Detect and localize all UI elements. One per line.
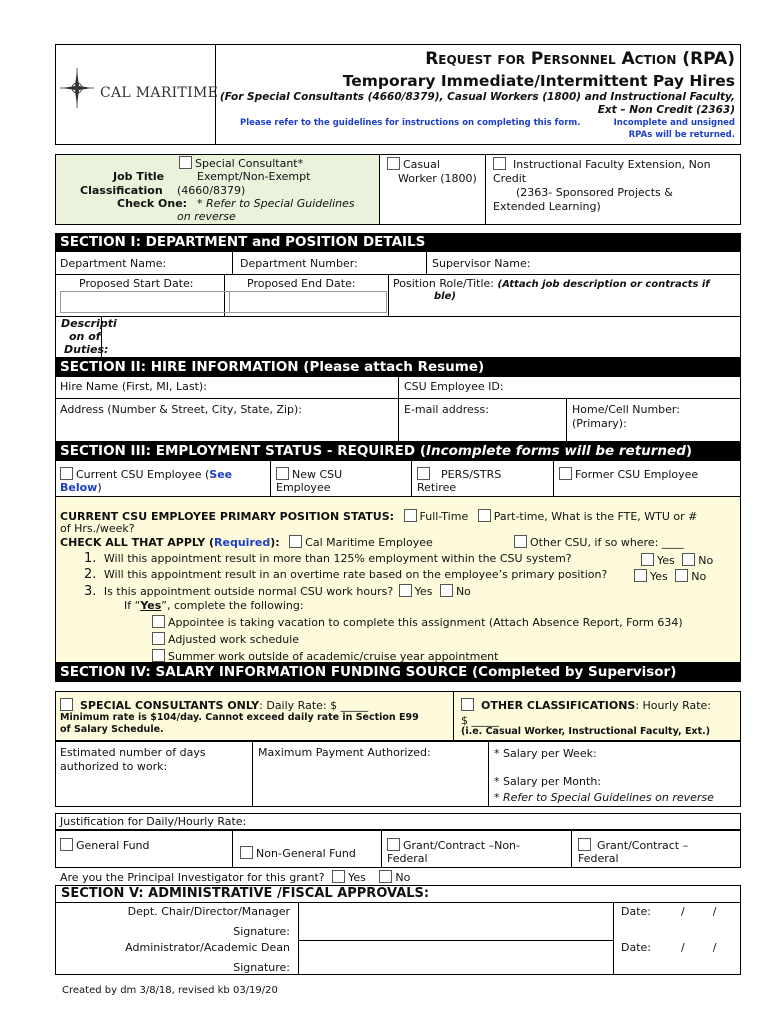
primary-position-status: CURRENT CSU EMPLOYEE PRIMARY POSITION STATUS: Full-Time Part-time, What is the FTE, WTU or # (60, 510, 698, 523)
justification-label: Justification for Daily/Hourly Rate: (60, 815, 247, 828)
q3-no-checkbox[interactable] (440, 584, 453, 597)
other-classifications-option[interactable]: OTHER CLASSIFICATIONS: Hourly Rate: (461, 698, 711, 712)
question-1-answer[interactable]: Yes No (641, 553, 713, 567)
section-3-header: SECTION III: EMPLOYMENT STATUS - REQUIRED (Incomplete forms will be returned) (55, 442, 741, 461)
other-classifications-note: (i.e. Casual Worker, Instructional Faculty, Ext.) (461, 726, 711, 737)
non-general-fund-checkbox[interactable] (240, 846, 253, 859)
question-1: 1. Will this appointment result in more than 125% employment within the CSU system? (84, 551, 572, 566)
current-csu-employee-option[interactable]: Current CSU Employee (See (60, 467, 232, 481)
end-date-input[interactable] (229, 291, 387, 313)
special-consultant-refer: * Refer to Special Guidelines (197, 197, 355, 210)
new-csu-employee-checkbox[interactable] (276, 467, 289, 480)
hours-per-week-label: of Hrs./week? (60, 522, 135, 535)
estimated-days-label: Estimated number of days (60, 746, 206, 759)
job-classification-label: Classification (80, 184, 163, 197)
q1-yes-checkbox[interactable] (641, 553, 654, 566)
question-3: 3. Is this appointment outside normal CSU work hours? Yes No (84, 584, 471, 599)
special-consultants-option[interactable]: SPECIAL CONSULTANTS ONLY: Daily Rate: $ _____ (60, 698, 368, 712)
supervisor-name-label: Supervisor Name: (432, 257, 531, 270)
section-1-header: SECTION I: DEPARTMENT and POSITION DETAILS (55, 233, 741, 252)
other-csu-checkbox[interactable] (514, 535, 527, 548)
see-below-text: Below) (60, 481, 102, 494)
grant-non-federal-option[interactable]: Grant/Contract –Non- (387, 838, 520, 852)
minimum-rate-note-2: of Salary Schedule. (60, 724, 164, 735)
check-all-that-apply: CHECK ALL THAT APPLY (Required): Cal Maritime Employee (60, 536, 433, 549)
dept-chair-signature-field[interactable] (299, 903, 612, 939)
email-label: E-mail address: (404, 403, 489, 416)
casual-worker-option[interactable]: Casual (387, 157, 440, 171)
form-title: Request for Personnel Action (RPA) (425, 49, 735, 69)
former-csu-employee-checkbox[interactable] (559, 467, 572, 480)
other-csu-option[interactable]: Other CSU, if so where: ____ (514, 535, 684, 549)
grant-federal-option[interactable]: Grant/Contract – (578, 838, 688, 852)
casual-worker-code: Worker (1800) (398, 172, 477, 185)
minimum-rate-note: Minimum rate is $104/day. Cannot exceed daily rate in Section E99 (60, 712, 419, 723)
cal-maritime-employee-checkbox[interactable] (289, 535, 302, 548)
grant-non-federal-label: Federal (387, 852, 428, 865)
estimated-days-label-2: authorized to work: (60, 760, 168, 773)
phone-label: Home/Cell Number: (572, 403, 680, 416)
position-role-note: ble) (434, 291, 456, 302)
start-date-input[interactable] (60, 291, 230, 313)
pi-no-checkbox[interactable] (379, 870, 392, 883)
special-consultant-code: (4660/8379) (177, 184, 246, 197)
form-subtitle: Temporary Immediate/Intermittent Pay Hires (342, 72, 735, 90)
vacation-checkbox[interactable] (152, 615, 165, 628)
guideline-note: Please refer to the guidelines for instructions on completing this form. (240, 118, 581, 128)
administrator-signature-field[interactable] (299, 941, 612, 974)
current-csu-employee-checkbox[interactable] (60, 467, 73, 480)
maximum-payment-label: Maximum Payment Authorized: (258, 746, 431, 759)
question-2: 2. Will this appointment result in an overtime rate based on the employee’s primary position? (84, 567, 608, 582)
administrator-signature-label: Signature: (233, 961, 290, 974)
department-name-label: Department Name: (60, 257, 167, 270)
faculty-extended: Extended Learning) (493, 200, 601, 213)
casual-worker-checkbox[interactable] (387, 157, 400, 170)
salary-per-week-label: * Salary per Week: (494, 747, 597, 760)
logo-text: CAL MARITIME (100, 85, 219, 101)
former-csu-employee-option[interactable]: Former CSU Employee (559, 467, 698, 481)
check-one-label: Check One: (117, 197, 188, 210)
logo (60, 66, 219, 116)
description-label-2: on of (69, 330, 101, 343)
adjusted-schedule-option[interactable]: Adjusted work schedule (152, 632, 299, 646)
instructional-faculty-checkbox[interactable] (493, 157, 506, 170)
full-time-checkbox[interactable] (404, 509, 417, 522)
new-csu-employee-label: Employee (276, 481, 331, 494)
footer-revision: Created by dm 3/8/18, revised kb 03/19/20 (62, 985, 278, 996)
adjusted-schedule-checkbox[interactable] (152, 632, 165, 645)
grant-federal-label: Federal (578, 852, 619, 865)
other-classifications-checkbox[interactable] (461, 698, 474, 711)
special-consultant-checkbox[interactable] (179, 156, 192, 169)
if-yes-instruction: If “Yes”, complete the following: (124, 599, 304, 612)
faculty-code: (2363- Sponsored Projects & (516, 186, 673, 199)
new-csu-employee-option[interactable]: New CSU (276, 467, 342, 481)
grant-federal-checkbox[interactable] (578, 838, 591, 851)
dept-chair-signature-label: Signature: (233, 925, 290, 938)
description-label-3: Duties: (64, 343, 109, 356)
part-time-checkbox[interactable] (478, 509, 491, 522)
vacation-option[interactable]: Appointee is taking vacation to complete this assignment (Attach Absence Report, Form 634) (152, 615, 683, 629)
form-description-2: Ext – Non Credit (2363) (597, 104, 735, 116)
section-5-header: SECTION V: ADMINISTRATIVE /FISCAL APPROVALS: (61, 886, 430, 901)
incomplete-note: Incomplete and unsigned (613, 118, 735, 128)
job-title-label: Job Title (113, 170, 165, 183)
general-fund-checkbox[interactable] (60, 838, 73, 851)
special-consultant-option[interactable]: Special Consultant* (179, 156, 303, 170)
q2-yes-checkbox[interactable] (634, 569, 647, 582)
q1-no-checkbox[interactable] (682, 553, 695, 566)
section-2-header: SECTION II: HIRE INFORMATION (Please attach Resume) (55, 358, 741, 377)
special-consultants-checkbox[interactable] (60, 698, 73, 711)
description-of-duties-input[interactable] (102, 317, 740, 357)
q3-yes-checkbox[interactable] (399, 584, 412, 597)
question-2-answer[interactable]: Yes No (634, 569, 706, 583)
faculty-credit: Credit (493, 172, 527, 185)
special-consultant-exempt: Exempt/Non-Exempt (197, 170, 311, 183)
csu-employee-id-label: CSU Employee ID: (404, 380, 504, 393)
pers-strs-option[interactable]: PERS/STRS (417, 467, 501, 481)
summer-work-option[interactable]: Summer work outside of academic/cruise year appointment (152, 649, 498, 663)
hourly-rate-field[interactable]: $ _____ (461, 714, 499, 727)
salary-per-month-label: * Salary per Month: (494, 775, 601, 788)
special-consultant-reverse: on reverse (177, 210, 236, 223)
special-guidelines-note: * Refer to Special Guidelines on reverse (494, 791, 714, 804)
pi-yes-checkbox[interactable] (332, 870, 345, 883)
description-label: Descripti (61, 317, 117, 330)
hire-name-label: Hire Name (First, MI, Last): (60, 380, 207, 393)
administrator-label: Administrator/Academic Dean (125, 941, 290, 954)
summer-work-checkbox[interactable] (152, 649, 165, 662)
instructional-faculty-option[interactable]: Instructional Faculty Extension, Non (493, 157, 711, 171)
compass-star-icon (60, 66, 94, 110)
form-description: (For Special Consultants (4660/8379), Casual Workers (1800) and Instructional Faculty, (219, 91, 735, 103)
q2-no-checkbox[interactable] (675, 569, 688, 582)
position-role-label: Position Role/Title: (Attach job description or contracts if (393, 277, 710, 290)
start-date-label: Proposed Start Date: (79, 277, 194, 290)
administrator-date[interactable]: Date: / / (621, 941, 717, 954)
dept-chair-label: Dept. Chair/Director/Manager (127, 905, 290, 918)
pers-strs-checkbox[interactable] (417, 467, 430, 480)
address-label: Address (Number & Street, City, State, Zip): (60, 403, 303, 416)
dept-chair-date[interactable]: Date: / / (621, 905, 717, 918)
section-4-header: SECTION IV: SALARY INFORMATION FUNDING SOURCE (Completed by Supervisor) (55, 663, 741, 682)
grant-non-federal-checkbox[interactable] (387, 838, 400, 851)
phone-label-2: (Primary): (572, 417, 627, 430)
principal-investigator-question: Are you the Principal Investigator for this grant? Yes No (60, 871, 411, 884)
department-number-label: Department Number: (240, 257, 358, 270)
pers-strs-label: Retiree (417, 481, 457, 494)
incomplete-note-2: RPAs will be returned. (628, 130, 735, 140)
non-general-fund-option[interactable]: Non-General Fund (240, 846, 356, 860)
end-date-label: Proposed End Date: (247, 277, 356, 290)
general-fund-option[interactable]: General Fund (60, 838, 150, 852)
